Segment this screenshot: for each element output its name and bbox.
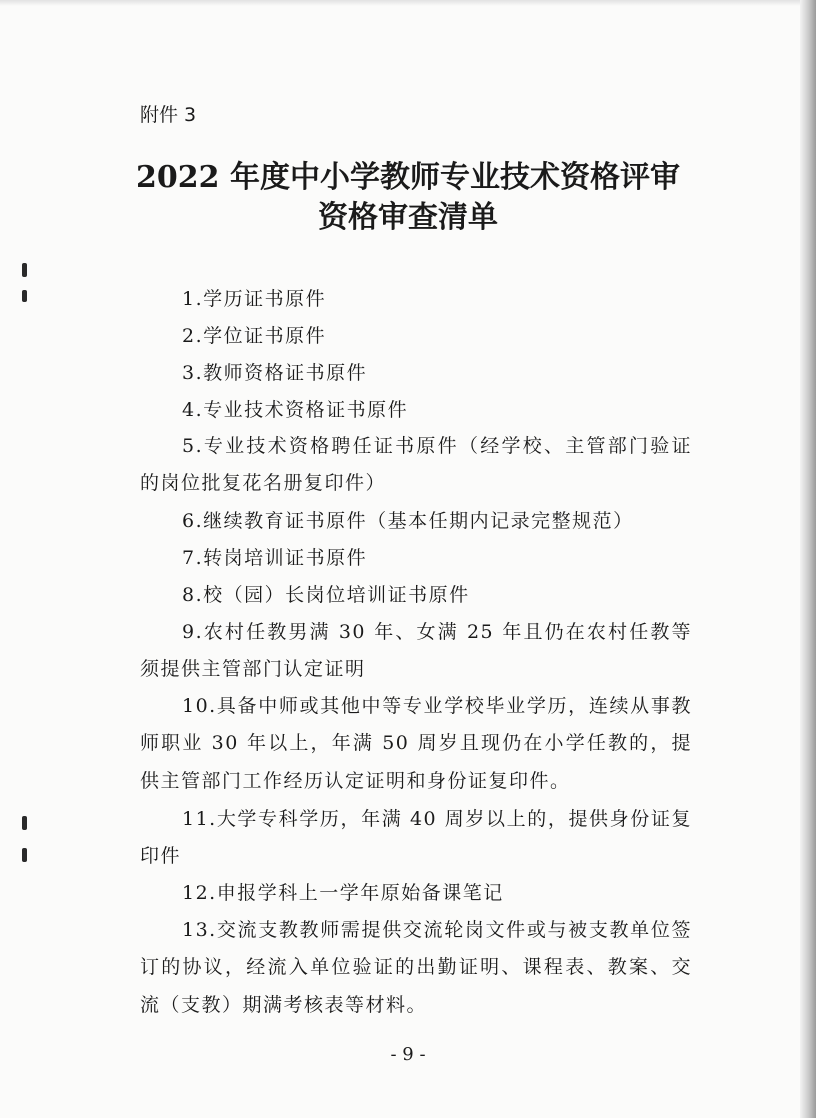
checklist-item: 1.学历证书原件 (182, 288, 327, 310)
checklist-item: 10.具备中师或其他中等专业学校毕业学历，连续从事教师职业 30 年以上，年满 50 周岁且现仍在小学任教的，提供主管部门工作经历认定证明和身份证复印件。 (140, 695, 692, 792)
checklist-item: 7.转岗培训证书原件 (182, 547, 368, 569)
checklist-item: 3.教师资格证书原件 (182, 362, 368, 384)
page-number: - 9 - (390, 1044, 426, 1065)
binding-hole-mark (22, 290, 27, 302)
attachment-label: 附件 3 (140, 104, 197, 126)
checklist-item: 5.专业技术资格聘任证书原件（经学校、主管部门验证的岗位批复花名册复印件） (140, 435, 692, 495)
scan-shadow-top (0, 0, 816, 6)
scan-shadow-right (800, 0, 816, 1118)
binding-hole-mark (22, 848, 27, 862)
checklist-item: 9.农村任教男满 30 年、女满 25 年且仍在农村任教等须提供主管部门认定证明 (140, 621, 692, 681)
document-title-line-2: 资格审查清单 (318, 200, 498, 235)
checklist-item: 13.交流支教教师需提供交流轮岗文件或与被支教单位签订的协议，经流入单位验证的出勤证明、课程表、教案、交流（支教）期满考核表等材料。 (140, 919, 692, 1016)
checklist-item: 6.继续教育证书原件（基本任期内记录完整规范） (182, 510, 634, 532)
checklist-item: 11.大学专科学历，年满 40 周岁以上的，提供身份证复印件 (140, 808, 692, 868)
checklist-item: 2.学位证书原件 (182, 325, 327, 347)
document-title-line-1: 2022 年度中小学教师专业技术资格评审 (136, 160, 680, 195)
binding-hole-mark (22, 263, 27, 277)
checklist-item: 12.申报学科上一学年原始备课笔记 (182, 882, 504, 904)
checklist-item: 4.专业技术资格证书原件 (182, 399, 409, 421)
checklist-item: 8.校（园）长岗位培训证书原件 (182, 584, 470, 606)
binding-hole-mark (22, 816, 27, 830)
